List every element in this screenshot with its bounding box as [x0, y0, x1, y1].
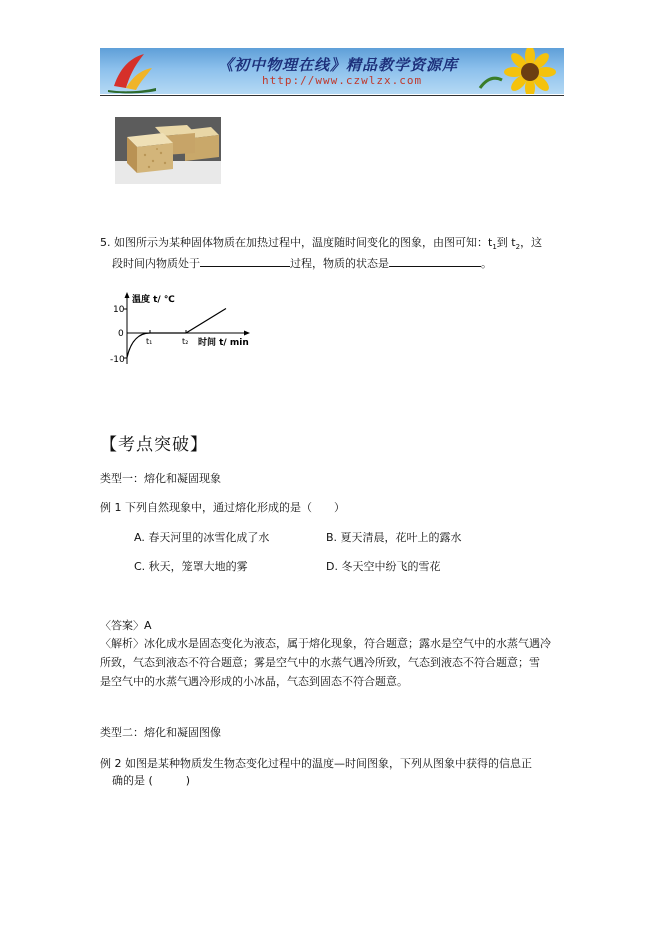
analysis-line-1	[100, 636, 551, 652]
example-2-line1: 例 2 如图是某种物质发生物态变化过程中的温度—时间图象，下列从图象中获得的信息正	[100, 757, 532, 770]
cake-image	[115, 117, 221, 184]
analysis-line-2: 所致，气态到液态不符合题意；雾是空气中的水蒸气遇冷所致，气态到液态不符合题意；雪	[100, 656, 540, 669]
option-b[interactable]: B. 夏天清晨，花叶上的露水	[326, 531, 462, 544]
q5-suffix: ，这	[520, 236, 543, 249]
x-axis-label: 时间 t/ min	[198, 338, 249, 348]
q5-sub1: 1	[492, 243, 497, 252]
banner-url: http://www.czwlzx.com	[262, 74, 423, 87]
t2-label: t₂	[182, 337, 189, 346]
answer-line	[100, 618, 152, 634]
question-5-line1	[100, 235, 542, 255]
example-2-line2: 确的是 ( )	[112, 774, 191, 787]
y-tick-label-10: 10	[113, 305, 125, 315]
header-banner	[100, 48, 564, 94]
t1-label: t₁	[146, 337, 153, 346]
option-d[interactable]: D. 冬天空中纷飞的雪花	[326, 560, 441, 573]
temperature-time-graph	[110, 290, 270, 370]
type-one-title: 类型一：熔化和凝固现象	[100, 472, 221, 485]
logo-icon	[108, 54, 156, 93]
type-two-title: 类型二：熔化和凝固图像	[100, 726, 221, 739]
q5-text-c: 。	[481, 257, 492, 270]
y-axis-label: 温度 t/ ℃	[132, 295, 175, 305]
graph-svg	[110, 290, 270, 370]
analysis-text-1: 冰化成水是固态变化为液态，属于熔化现象，符合题意；露水是空气中的水蒸气遇冷	[144, 637, 551, 650]
q5-text-a: 段时间内物质处于	[112, 257, 200, 270]
q5-sub2: 2	[515, 243, 521, 252]
q5-prefix: 5. 如图所示为某种固体物质在加热过程中，温度随时间变化的图象，由图可知：t	[100, 236, 493, 249]
y-axis-arrow	[125, 292, 130, 298]
example-1-question: 例 1 下列自然现象中，通过熔化形成的是（ ）	[100, 501, 345, 514]
y-tick-label-neg10: -10	[110, 355, 125, 365]
q5-text-b: 过程，物质的状态是	[290, 257, 389, 270]
sunflower-icon	[504, 48, 556, 94]
answer-blank-process[interactable]	[200, 254, 290, 267]
answer-label: 〈答案〉	[100, 619, 144, 632]
banner-title: 《初中物理在线》精品教学资源库	[218, 56, 459, 74]
section-heading: 【考点突破】	[100, 435, 208, 455]
steamed-cake-photo	[115, 117, 221, 184]
option-c[interactable]: C. 秋天，笼罩大地的雾	[134, 560, 248, 573]
option-a[interactable]: A. 春天河里的冰雪化成了水	[134, 531, 270, 544]
header-divider	[100, 95, 564, 96]
x-axis-arrow	[244, 331, 250, 336]
analysis-label: 〈解析〉	[100, 637, 144, 650]
y-tick-label-0: 0	[118, 329, 124, 339]
analysis-line-3: 是空气中的水蒸气遇冷形成的小冰晶，气态到固态不符合题意。	[100, 675, 408, 688]
answer-value: A	[144, 619, 152, 632]
question-5-line2	[112, 254, 492, 272]
answer-blank-state[interactable]	[389, 254, 481, 267]
q5-mid: 到 t	[496, 236, 516, 249]
